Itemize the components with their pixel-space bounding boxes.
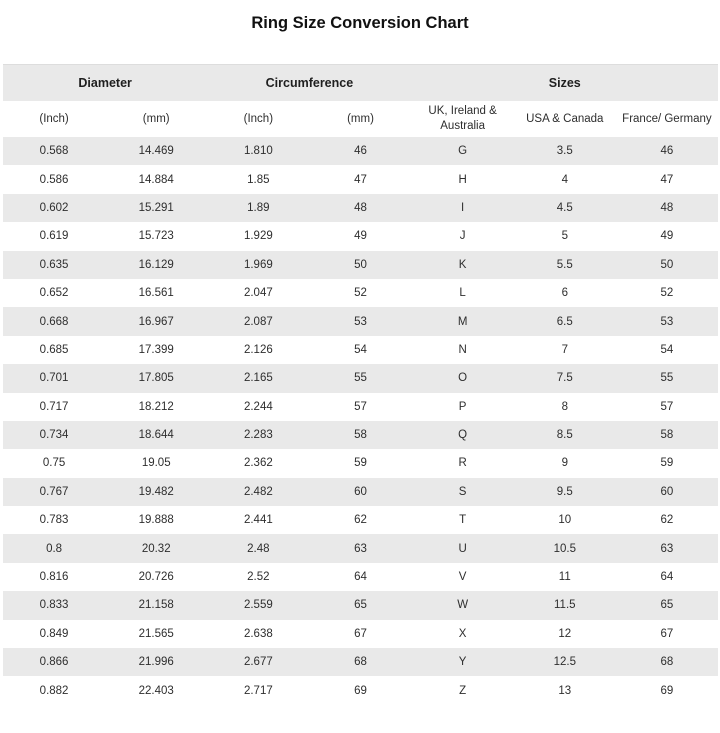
table-cell: 16.129 xyxy=(105,251,207,279)
table-cell: 17.399 xyxy=(105,336,207,364)
page-title: Ring Size Conversion Chart xyxy=(251,14,469,32)
table-cell: 20.32 xyxy=(105,534,207,562)
table-cell: 0.586 xyxy=(3,165,105,193)
table-cell: 8 xyxy=(514,393,616,421)
column-header-row xyxy=(3,101,718,137)
table-cell: 0.668 xyxy=(3,307,105,335)
table-row xyxy=(3,620,718,648)
table-cell: O xyxy=(412,364,514,392)
table-cell: 1.969 xyxy=(207,251,309,279)
column-header-circumference-mm: (mm) xyxy=(309,101,411,137)
table-cell: Z xyxy=(412,676,514,704)
table-cell: 3.5 xyxy=(514,137,616,165)
column-header-usa-canada: USA & Canada xyxy=(514,101,616,137)
table-cell: 14.884 xyxy=(105,165,207,193)
table-cell: 1.85 xyxy=(207,165,309,193)
table-row xyxy=(3,251,718,279)
table-cell: 2.717 xyxy=(207,676,309,704)
ring-size-chart-page xyxy=(0,13,720,705)
column-header-circumference-inch: (Inch) xyxy=(207,101,309,137)
table-cell: 57 xyxy=(616,393,718,421)
table-cell: 60 xyxy=(616,478,718,506)
table-cell: P xyxy=(412,393,514,421)
table-cell: 1.89 xyxy=(207,194,309,222)
table-cell: 0.849 xyxy=(3,620,105,648)
table-cell: 2.677 xyxy=(207,648,309,676)
table-cell: 9.5 xyxy=(514,478,616,506)
table-cell: Q xyxy=(412,421,514,449)
table-cell: 65 xyxy=(309,591,411,619)
table-cell: M xyxy=(412,307,514,335)
table-cell: 0.635 xyxy=(3,251,105,279)
table-cell: 59 xyxy=(309,449,411,477)
table-row xyxy=(3,336,718,364)
table-cell: 69 xyxy=(309,676,411,704)
table-cell: 2.047 xyxy=(207,279,309,307)
table-row xyxy=(3,591,718,619)
table-cell: 0.652 xyxy=(3,279,105,307)
table-cell: 49 xyxy=(616,222,718,250)
table-cell: 53 xyxy=(309,307,411,335)
table-cell: 19.888 xyxy=(105,506,207,534)
table-cell: 64 xyxy=(309,563,411,591)
table-cell: 2.087 xyxy=(207,307,309,335)
table-cell: 21.565 xyxy=(105,620,207,648)
table-cell: W xyxy=(412,591,514,619)
table-cell: X xyxy=(412,620,514,648)
table-cell: 0.75 xyxy=(3,449,105,477)
table-cell: 57 xyxy=(309,393,411,421)
table-cell: 46 xyxy=(616,137,718,165)
table-cell: 5 xyxy=(514,222,616,250)
table-cell: 67 xyxy=(309,620,411,648)
table-cell: 67 xyxy=(616,620,718,648)
table-row xyxy=(3,165,718,193)
table-header xyxy=(3,65,718,138)
table-cell: 0.602 xyxy=(3,194,105,222)
table-cell: 62 xyxy=(616,506,718,534)
table-cell: 63 xyxy=(309,534,411,562)
table-cell: 65 xyxy=(616,591,718,619)
table-cell: 48 xyxy=(309,194,411,222)
column-header-france-germany: France/ Germany xyxy=(616,101,718,137)
table-cell: Y xyxy=(412,648,514,676)
ring-size-conversion-table xyxy=(3,64,718,705)
table-row xyxy=(3,194,718,222)
table-cell: 54 xyxy=(309,336,411,364)
table-cell: 2.441 xyxy=(207,506,309,534)
table-cell: 4 xyxy=(514,165,616,193)
table-cell: 20.726 xyxy=(105,563,207,591)
table-cell: 55 xyxy=(616,364,718,392)
table-cell: 58 xyxy=(309,421,411,449)
table-cell: G xyxy=(412,137,514,165)
table-cell: 21.158 xyxy=(105,591,207,619)
table-cell: 12.5 xyxy=(514,648,616,676)
table-row xyxy=(3,137,718,165)
table-cell: 50 xyxy=(309,251,411,279)
table-cell: 22.403 xyxy=(105,676,207,704)
group-header-diameter: Diameter xyxy=(3,65,207,102)
table-cell: 68 xyxy=(616,648,718,676)
table-cell: 9 xyxy=(514,449,616,477)
table-cell: 18.212 xyxy=(105,393,207,421)
table-cell: 47 xyxy=(309,165,411,193)
table-cell: 19.05 xyxy=(105,449,207,477)
table-cell: 6 xyxy=(514,279,616,307)
table-cell: 2.362 xyxy=(207,449,309,477)
table-cell: 68 xyxy=(309,648,411,676)
table-row xyxy=(3,307,718,335)
column-header-diameter-inch: (Inch) xyxy=(3,101,105,137)
table-cell: 49 xyxy=(309,222,411,250)
table-row xyxy=(3,449,718,477)
table-cell: 2.559 xyxy=(207,591,309,619)
table-row xyxy=(3,478,718,506)
table-cell: 48 xyxy=(616,194,718,222)
table-cell: 52 xyxy=(616,279,718,307)
table-cell: 8.5 xyxy=(514,421,616,449)
table-cell: 63 xyxy=(616,534,718,562)
table-cell: 0.701 xyxy=(3,364,105,392)
table-row xyxy=(3,393,718,421)
table-cell: J xyxy=(412,222,514,250)
table-cell: 15.291 xyxy=(105,194,207,222)
table-cell: 2.52 xyxy=(207,563,309,591)
table-cell: 10 xyxy=(514,506,616,534)
table-cell: I xyxy=(412,194,514,222)
table-cell: 55 xyxy=(309,364,411,392)
table-cell: 0.866 xyxy=(3,648,105,676)
table-cell: 2.283 xyxy=(207,421,309,449)
table-cell: 16.967 xyxy=(105,307,207,335)
table-cell: 7 xyxy=(514,336,616,364)
table-cell: K xyxy=(412,251,514,279)
table-cell: 0.816 xyxy=(3,563,105,591)
group-header-circumference: Circumference xyxy=(207,65,411,102)
table-row xyxy=(3,648,718,676)
table-cell: 69 xyxy=(616,676,718,704)
table-cell: 0.619 xyxy=(3,222,105,250)
table-cell: 47 xyxy=(616,165,718,193)
table-cell: 2.165 xyxy=(207,364,309,392)
table-cell: 0.734 xyxy=(3,421,105,449)
table-cell: 50 xyxy=(616,251,718,279)
table-cell: 64 xyxy=(616,563,718,591)
table-cell: 12 xyxy=(514,620,616,648)
table-cell: 62 xyxy=(309,506,411,534)
table-row xyxy=(3,534,718,562)
table-cell: 0.568 xyxy=(3,137,105,165)
table-cell: 2.638 xyxy=(207,620,309,648)
table-row xyxy=(3,222,718,250)
table-cell: 4.5 xyxy=(514,194,616,222)
table-cell: V xyxy=(412,563,514,591)
table-cell: 13 xyxy=(514,676,616,704)
table-cell: 54 xyxy=(616,336,718,364)
table-row xyxy=(3,279,718,307)
column-header-uk-ireland-australia: UK, Ireland & Australia xyxy=(412,101,514,137)
table-cell: 59 xyxy=(616,449,718,477)
table-cell: 21.996 xyxy=(105,648,207,676)
table-cell: T xyxy=(412,506,514,534)
group-header-row xyxy=(3,65,718,102)
table-cell: 0.685 xyxy=(3,336,105,364)
table-cell: S xyxy=(412,478,514,506)
table-cell: 14.469 xyxy=(105,137,207,165)
table-cell: R xyxy=(412,449,514,477)
table-cell: 0.783 xyxy=(3,506,105,534)
table-row xyxy=(3,421,718,449)
table-cell: 17.805 xyxy=(105,364,207,392)
table-cell: 2.244 xyxy=(207,393,309,421)
table-cell: L xyxy=(412,279,514,307)
table-cell: 60 xyxy=(309,478,411,506)
table-cell: 1.929 xyxy=(207,222,309,250)
table-row xyxy=(3,506,718,534)
table-cell: U xyxy=(412,534,514,562)
table-cell: 5.5 xyxy=(514,251,616,279)
table-cell: N xyxy=(412,336,514,364)
table-cell: 6.5 xyxy=(514,307,616,335)
table-row xyxy=(3,364,718,392)
table-cell: 0.833 xyxy=(3,591,105,619)
table-cell: 10.5 xyxy=(514,534,616,562)
table-row xyxy=(3,563,718,591)
table-cell: 0.717 xyxy=(3,393,105,421)
table-cell: 2.48 xyxy=(207,534,309,562)
table-cell: 58 xyxy=(616,421,718,449)
table-cell: 0.882 xyxy=(3,676,105,704)
group-header-sizes: Sizes xyxy=(412,65,718,102)
table-cell: 16.561 xyxy=(105,279,207,307)
table-row xyxy=(3,676,718,704)
table-cell: 0.8 xyxy=(3,534,105,562)
table-cell: 52 xyxy=(309,279,411,307)
table-cell: 7.5 xyxy=(514,364,616,392)
table-cell: 2.482 xyxy=(207,478,309,506)
table-body xyxy=(3,137,718,705)
table-cell: 0.767 xyxy=(3,478,105,506)
table-cell: 46 xyxy=(309,137,411,165)
table-cell: H xyxy=(412,165,514,193)
table-cell: 2.126 xyxy=(207,336,309,364)
table-cell: 19.482 xyxy=(105,478,207,506)
table-cell: 11.5 xyxy=(514,591,616,619)
table-cell: 15.723 xyxy=(105,222,207,250)
table-cell: 53 xyxy=(616,307,718,335)
table-cell: 18.644 xyxy=(105,421,207,449)
table-cell: 11 xyxy=(514,563,616,591)
column-header-diameter-mm: (mm) xyxy=(105,101,207,137)
table-cell: 1.810 xyxy=(207,137,309,165)
